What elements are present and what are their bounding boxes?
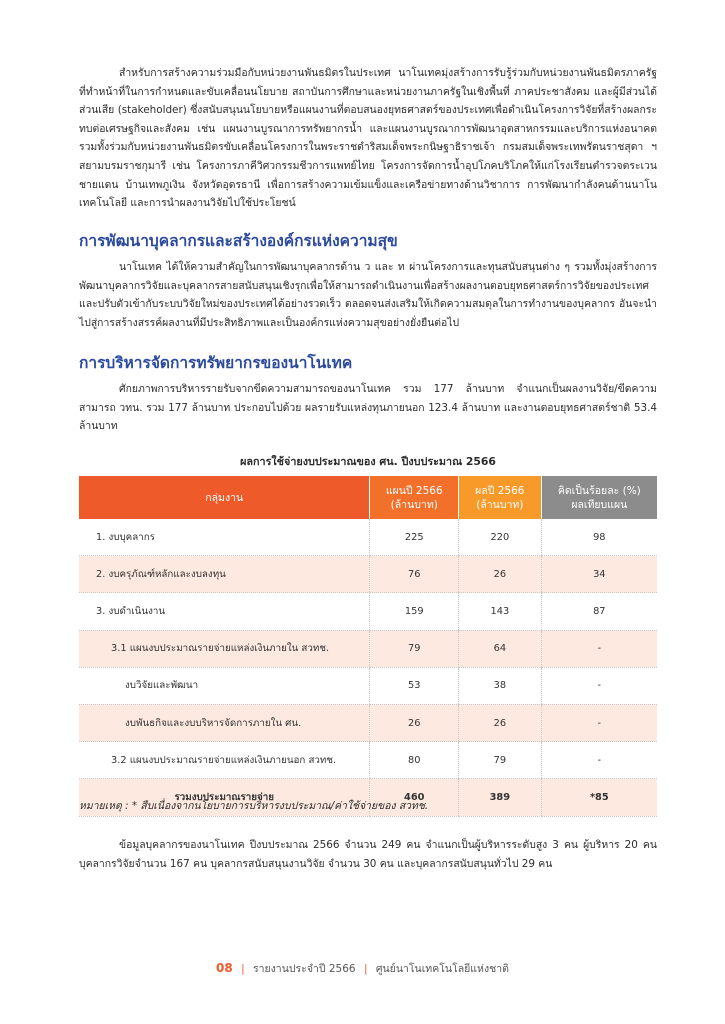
paragraph-resource-management-text: ศักยภาพการบริหารรายรับจากขีดความสามารถของนาโนเทค รวม 177 ล้านบาท จำแนกเป็นผลงานวิจัย/ขีดความสามารถ วทน. รวม 177 ล้านบาท ประกอบไปด้วย ผลรายรับแหล่งทุนภายนอก 123.4 ล้านบาท และงานตอบยุทธศาสตร์ชาติ 53.4 ล้านบาท <box>79 383 657 433</box>
header-plan-line1: แผนปี 2566 <box>385 484 443 497</box>
footer-report-title: รายงานประจำปี 2566 <box>252 963 356 975</box>
row-result: 143 <box>459 593 542 630</box>
paragraph-partnership <box>79 64 657 213</box>
row-result: 220 <box>459 519 542 556</box>
total-plan: 460 <box>370 779 459 816</box>
row-plan: 80 <box>370 742 459 779</box>
row-percent: - <box>541 742 657 779</box>
row-percent: - <box>541 667 657 704</box>
row-label: งบพันธกิจและงบบริหารจัดการภายใน ศน. <box>79 704 370 741</box>
row-label: 1. งบบุคลากร <box>79 519 370 556</box>
table-row <box>79 519 657 556</box>
paragraph-people-development <box>79 258 657 332</box>
footer-separator: | <box>241 963 245 975</box>
row-plan: 225 <box>370 519 459 556</box>
footer-org-name: ศูนย์นาโนเทคโนโลยีแห่งชาติ <box>375 963 509 975</box>
table-row <box>79 593 657 630</box>
header-group: กลุ่มงาน <box>79 476 370 519</box>
header-percent-line2: ผลเทียบแผน <box>571 498 628 511</box>
row-label: 3. งบดำเนินงาน <box>79 593 370 630</box>
table-header-row <box>79 476 657 519</box>
row-plan: 53 <box>370 667 459 704</box>
row-result: 64 <box>459 630 542 667</box>
row-plan: 159 <box>370 593 459 630</box>
table-row <box>79 556 657 593</box>
heading-people-development: การพัฒนาบุคลากรและสร้างองค์กรแห่งความสุข <box>79 232 398 250</box>
row-percent: 98 <box>541 519 657 556</box>
row-label: 3.1 แผนงบประมาณรายจ่ายแหล่งเงินภายใน สวทช. <box>79 630 370 667</box>
table-row <box>79 742 657 779</box>
row-percent: - <box>541 704 657 741</box>
table-note: หมายเหตุ : * สืบเนื่องจากนโยบายการบริหารงบประมาณ/ค่าใช้จ่ายของ สวทช. <box>79 800 429 812</box>
heading-resource-management: การบริหารจัดการทรัพยากรของนาโนเทค <box>79 354 353 372</box>
total-label: รวมงบประมาณรายจ่าย <box>79 779 370 816</box>
paragraph-staff-text: ข้อมูลบุคลากรของนาโนเทค ปีงบประมาณ 2566 จำนวน 249 คน จำแนกเป็นผู้บริหารระดับสูง 3 คน ผู้บริหาร 20 คน บุคลากรวิจัยจำนวน 167 คน บุคลากรสนับสนุนงานวิจัย จำนวน 30 คน และบุคลากรสนับสนุนทั่วไป 29 คน <box>79 839 657 870</box>
row-plan: 76 <box>370 556 459 593</box>
row-percent: 87 <box>541 593 657 630</box>
header-percent <box>541 476 657 519</box>
header-plan <box>370 476 459 519</box>
row-result: 79 <box>459 742 542 779</box>
total-result: 389 <box>459 779 542 816</box>
table-row <box>79 704 657 741</box>
row-label: งบวิจัยและพัฒนา <box>79 667 370 704</box>
header-plan-line2: (ล้านบาท) <box>390 498 438 511</box>
total-percent: *85 <box>541 779 657 816</box>
row-result: 26 <box>459 556 542 593</box>
row-result: 38 <box>459 667 542 704</box>
row-percent: 34 <box>541 556 657 593</box>
row-label: 2. งบครุภัณฑ์หลักและงบลงทุน <box>79 556 370 593</box>
header-result-line1: ผลปี 2566 <box>475 484 525 497</box>
paragraph-resource-management <box>79 380 657 436</box>
paragraph-people-development-text: นาโนเทค ได้ให้ความสำคัญในการพัฒนาบุคลากรด้าน ว และ ท ผ่านโครงการและทุนสนับสนุนต่าง ๆ รวมทั้งมุ่งสร้างการพัฒนาบุคลากรวิจัยและบุคลากรสายสนับสนุนเชิงรุกเพื่อให้สามารถดำเนินงานเพื่อสร้างผลงานตอบยุทธศาสตร์การวิจัยของประเทศ และปรับตัวเข้ากับระบบวิจัยใหม่ของประเทศได้อย่างรวดเร็ว ตลอดจนส่งเสริมให้เกิดความสมดุลในการทำงานของบุคลากร อันจะนำไปสู่การสร้างสรรค์ผลงานที่มีประสิทธิภาพและเป็นองค์กรแห่งความสุขอย่างยั่งยืนต่อไป <box>79 261 657 329</box>
paragraph-partnership-text: สำหรับการสร้างความร่วมมือกับหน่วยงานพันธมิตรในประเทศ นาโนเทคมุ่งสร้างการรับรู้ร่วมกับหน่วยงานพันธมิตรภาครัฐที่ทำหน้าที่ในการกำหนดและขับเคลื่อนนโยบาย สถาบันการศึกษาและหน่วยงานภาครัฐในเชิงพื้นที่ ภาคประชาสังคม และผู้มีส่วนได้ส่วนเสีย (stakeholder) ซึ่งสนับสนุนนโยบายหรือแผนงานที่ตอบสนองยุทธศาสตร์ของประเทศเพื่อดำเนินโครงการวิจัยที่สร้างผลกระทบต่อเศรษฐกิจและสังคม เช่น แผนงานบูรณาการทรัพยากรน้ำ และแผนงานบูรณาการพัฒนาอุตสาหกรรมและบริการแห่งอนาคต รวมทั้งร่วมกับหน่วยงานพันธมิตรขับเคลื่อนโครงการในพระราชดำริสมเด็จพระกนิษฐาธิราชเจ้า กรมสมเด็จพระเทพรัตนราชสุดา ฯ สยามบรมราชกุมารี เช่น โครงการภาคีวิศวกรรมชีวการแพทย์ไทย โครงการจัดการน้ำอุปโภคบริโภคให้แก่โรงเรียนตำรวจตระเวนชายแดน บ้านเทพภูเงิน จังหวัดอุดรธานี เพื่อการสร้างความเข้มแข็งและเครือข่ายทางด้านวิชาการ การพัฒนากำลังคนด้านนาโนเทคโนโลยี และการนำผลงานวิจัยไปใช้ประโยชน์ <box>79 67 657 210</box>
header-result-line2: (ล้านบาท) <box>476 498 524 511</box>
table-row <box>79 667 657 704</box>
row-plan: 79 <box>370 630 459 667</box>
header-result <box>459 476 542 519</box>
table-row <box>79 630 657 667</box>
page-footer <box>0 960 725 977</box>
table-caption: ผลการใช้จ่ายงบประมาณของ ศน. ปีงบประมาณ 2566 <box>240 455 496 468</box>
header-percent-line1: คิดเป็นร้อยละ (%) <box>557 484 641 497</box>
page-number: 08 <box>216 961 233 975</box>
paragraph-staff <box>79 836 657 873</box>
footer-separator: | <box>363 963 368 975</box>
row-percent: - <box>541 630 657 667</box>
row-label: 3.2 แผนงบประมาณรายจ่ายแหล่งเงินภายนอก สวทช. <box>79 742 370 779</box>
row-result: 26 <box>459 704 542 741</box>
row-plan: 26 <box>370 704 459 741</box>
budget-table <box>79 476 657 817</box>
